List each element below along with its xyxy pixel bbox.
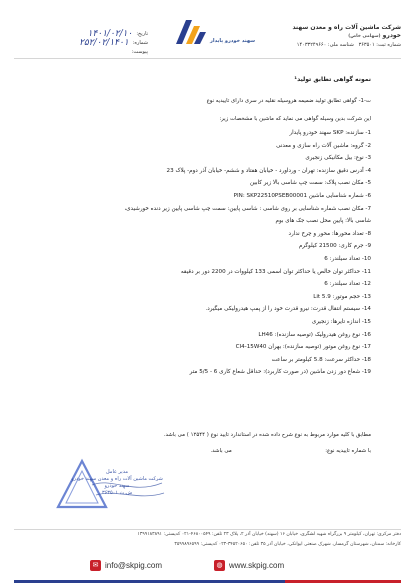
company-type: (سهامی خاص) <box>348 34 381 39</box>
type-approval-line <box>41 448 371 454</box>
list-item: 17- نوع روغن موتور (توصیه سازنده): بهران CI4-15W40 <box>235 344 371 351</box>
document-title: نمونه گواهی تطابق تولید¹ <box>294 76 371 83</box>
spec-list <box>41 127 371 379</box>
list-item: 15- اندازه تایرها: زنجیری <box>311 318 371 325</box>
website-contact[interactable] <box>214 560 284 571</box>
number-value: ۲۵۲/۰۲/۱۴۰۱ <box>79 38 129 48</box>
attachment-label: پیوست: <box>131 49 148 55</box>
list-item: 14- سیستم انتقال قدرت: نیرو قدرت خود را از پمپ هیدرولیکی میگیرد. <box>205 306 371 313</box>
list-item: 12- تعداد سیلندر: 6 <box>324 281 371 288</box>
globe-icon: ◍ <box>214 560 225 571</box>
company-info <box>281 24 401 49</box>
footer-contacts <box>14 551 401 585</box>
list-item: 11- حداکثر توان خالص یا حداکثر توان اسمی 133 کیلووات در 2200 دور بر دقیقه <box>180 268 371 275</box>
stamp-text <box>62 469 172 497</box>
list-item: 13- حجم موتور: 5.9 Lit <box>313 293 371 300</box>
office-address: دفتر مرکزی: تهران، کیلومتر ۹ بزرگراه شهید لشگری، خیابان ۱۶ (سهند) خیابان آذر ۲، پلاک ۲۳ تلفن: ۴۶۸۰۰۵۴۹-۰۲۱ کدپستی: ۱۳۹۹۱۸۳۸۹۱ <box>137 532 401 537</box>
list-item: 18- حداکثر سرعت: 5.8 کیلومتر بر ساعت <box>271 356 371 363</box>
company-ids <box>281 41 401 49</box>
list-item: 16- نوع روغن هیدرولیک (توصیه سازنده): LH46 <box>258 331 371 338</box>
list-item: 3- نوع: بیل مکانیکی زنجیری <box>305 155 371 162</box>
intro-heading: ت-1- گواهی تطابق تولید ضمیمه هروسیله نقلیه در سری دارای تاییدیه نوع <box>206 98 371 104</box>
company-name: شرکت ماشین آلات راه و معدن سهند خودرو (سهامی خاص) <box>292 24 401 39</box>
footer-color-bar <box>14 580 401 583</box>
website-text[interactable]: www.skpig.com <box>229 561 285 570</box>
national-id: شناسه ملی: ۱۴۰۳۳۲۴۹۶۶۰ <box>296 42 354 48</box>
letter-meta <box>28 30 148 57</box>
list-item: 7- مکان نصب شماره شناسایی بر روی شاسی : شاسی پایین: سمت چپ شاسی پایین زیر دنده خورشیدی، <box>124 205 371 212</box>
list-item: 5- مکان نصب پلاک: سمت چپ شاسی بالا زیر کابین <box>250 180 371 187</box>
list-item: 19- شعاع دور زدن ماشین (در صورت کاربرد): حداقل شعاع کاری 6 - 5/5 متر <box>189 369 371 376</box>
stamp-line: سهند خودرو <box>104 483 130 489</box>
list-item: 8- تعداد محورها: محور و چرخ ندارد <box>288 230 371 237</box>
list-item: 4- آدرس دقیق سازنده: تهران - ورداورد - خیابان هفتاد و ششم- خیابان آذر دوم- پلاک 23 <box>166 167 371 174</box>
number-label: شماره: <box>132 40 148 46</box>
type-approval-label: با شماره تاییدیه نوع: <box>325 448 371 454</box>
header-divider <box>14 58 401 59</box>
logo-text: سهند خودرو پایدار <box>210 38 256 44</box>
list-item: 6- شماره شناسایی ماشین PIN: SKP22510PSEB00001 <box>233 192 371 199</box>
closing-statement: مطابق با کلیه موارد مربوط به نوع شرح داده شده در استاندارد تایید نوع ( ۱۲۵۴۴ ) می باشد. <box>163 432 371 438</box>
date-label: تاریخ: <box>136 31 148 37</box>
attachment-row <box>28 48 148 57</box>
intro-text: این شرکت بدین وسیله گواهی می نماید که ماشین با مشخصات زیر: <box>219 116 371 122</box>
list-item: شاسی بالا: پایین محل نصب جک های بوم <box>275 218 371 225</box>
list-item: 9- جرم کاری: 21500 کیلوگرم <box>298 243 371 250</box>
stamp-line: شرکت ماشین آلات راه و معدن سهند خودرو <box>71 476 163 482</box>
footer-divider <box>14 529 401 530</box>
logo-mark-icon <box>172 14 208 50</box>
factory-address: کارخانه: سمنان، شهرستان گرمسار، شهرک صنعتی ایوانکی، خیابان آذر ۳۵ تلفن: ۳۴۵۲۰۶۵۰-۰۲۳ کدپستی: ۳۵۹۹۸۹۶۵۹۹ <box>174 542 401 547</box>
list-item: 1- سازنده: SKP سهند خودرو پایدار <box>289 130 371 136</box>
company-logo <box>172 14 282 54</box>
email-contact[interactable] <box>90 560 162 571</box>
list-item: 10- تعداد سیلندر: 6 <box>324 255 371 262</box>
company-stamp <box>52 455 172 515</box>
number-row <box>28 39 148 48</box>
stamp-line: ش.ث ۳۶۳۵۰۱ <box>101 490 133 496</box>
stamp-line: مدیر عامل <box>105 469 128 475</box>
date-value: ۱۴۰۱/۰۲/۱۰ <box>87 29 133 39</box>
email-text[interactable]: info@skpig.com <box>105 561 163 570</box>
list-item: 2- گروه: ماشین آلات راه سازی و معدنی <box>276 142 371 149</box>
type-approval-suffix: می باشد. <box>210 448 232 454</box>
email-icon: ✉ <box>90 560 101 571</box>
registration-number: شماره ثبت: ۳۶۳۵۰۱ <box>358 42 401 48</box>
